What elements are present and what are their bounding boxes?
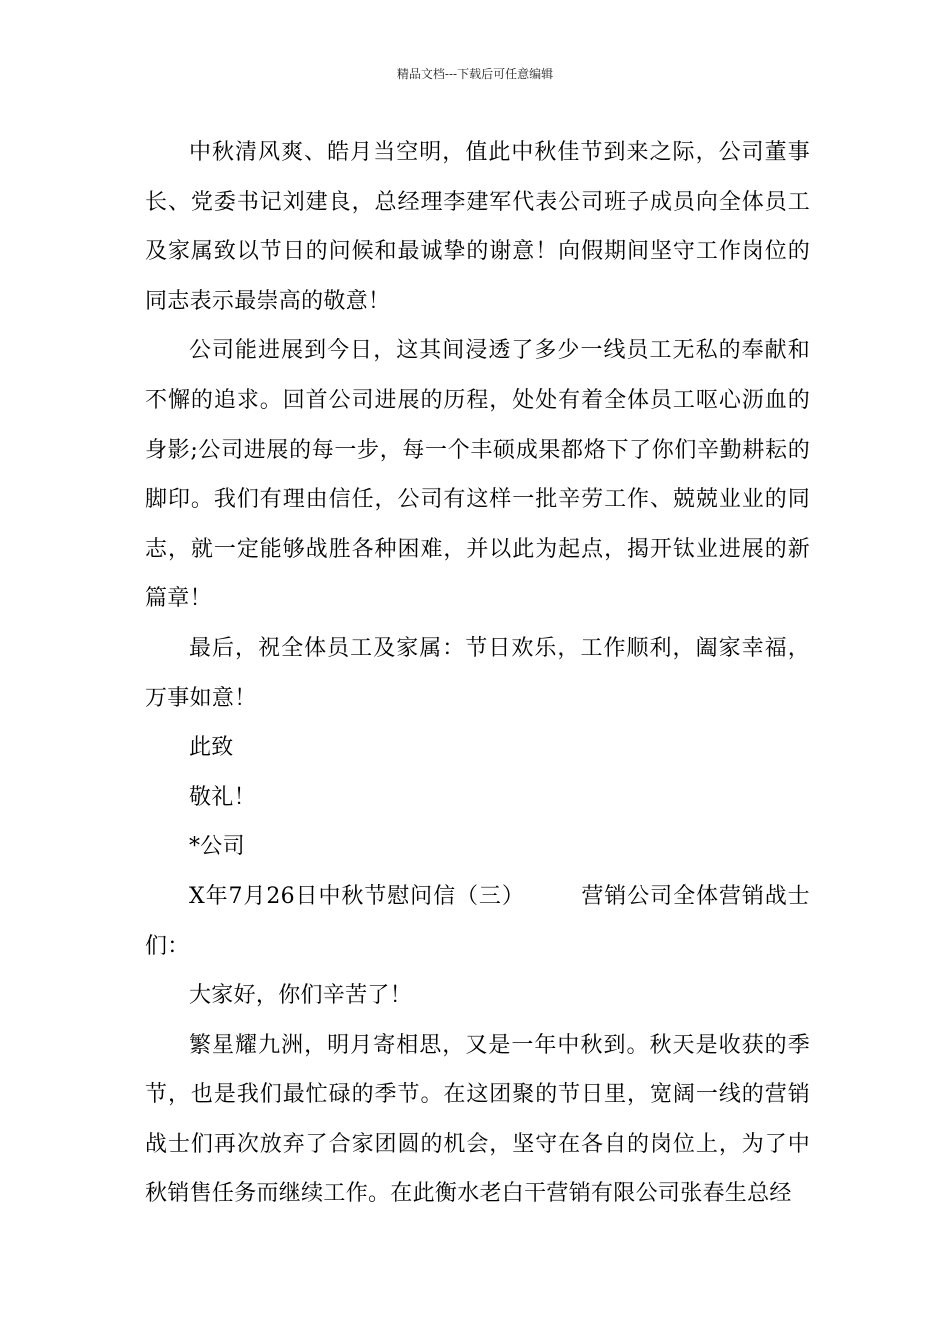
page-header: 精品文档---下载后可任意编辑 bbox=[396, 67, 554, 81]
document-body bbox=[145, 128, 810, 1219]
paragraph-greeting: 中秋清风爽、皓月当空明，值此中秋佳节到来之际，公司董事长、党委书记刘建良，总经理李建军代表公司班子成员向全体员工及家属致以节日的问候和最诚挚的谢意！向假期间坚守工作岗位的同志表示最崇高的敬意！ bbox=[145, 140, 810, 314]
letter-three-date-title: X年7月26日中秋节慰问信（三） bbox=[189, 883, 525, 909]
letter-three-addressee: 营销公司全体营销战士们： bbox=[145, 883, 810, 959]
paragraph-development: 公司能进展到今日，这其间浸透了多少一线员工无私的奉献和不懈的追求。回首公司进展的历程，处处有着全体员工呕心沥血的身影;公司进展的每一步，每一个丰硕成果都烙下了你们辛勤耕耘的脚印。我们有理由信任，公司有这样一批辛劳工作、兢兢业业的同志，就一定能够战胜各种困难，并以此为起点，揭开钛业进展的新篇章！ bbox=[145, 338, 810, 612]
closing-regards: 敬礼！ bbox=[189, 784, 256, 810]
paragraph-autumn: 繁星耀九洲，明月寄相思，又是一年中秋到。秋天是收获的季节，也是我们最忙碌的季节。在这团聚的节日里，宽阔一线的营销战士们再次放弃了合家团圆的机会，坚守在各自的岗位上，为了中秋销售任务而继续工作。在此衡水老白干营销有限公司张春生总经 bbox=[145, 1032, 810, 1207]
signature-company: *公司 bbox=[189, 834, 245, 860]
paragraph-letter-three-title bbox=[145, 872, 810, 971]
closing-salutation: 此致 bbox=[189, 735, 234, 761]
paragraph-wishes: 最后，祝全体员工及家属：节日欢乐，工作顺利，阖家幸福，万事如意！ bbox=[145, 635, 810, 711]
paragraph-hello: 大家好，你们辛苦了！ bbox=[189, 983, 413, 1009]
